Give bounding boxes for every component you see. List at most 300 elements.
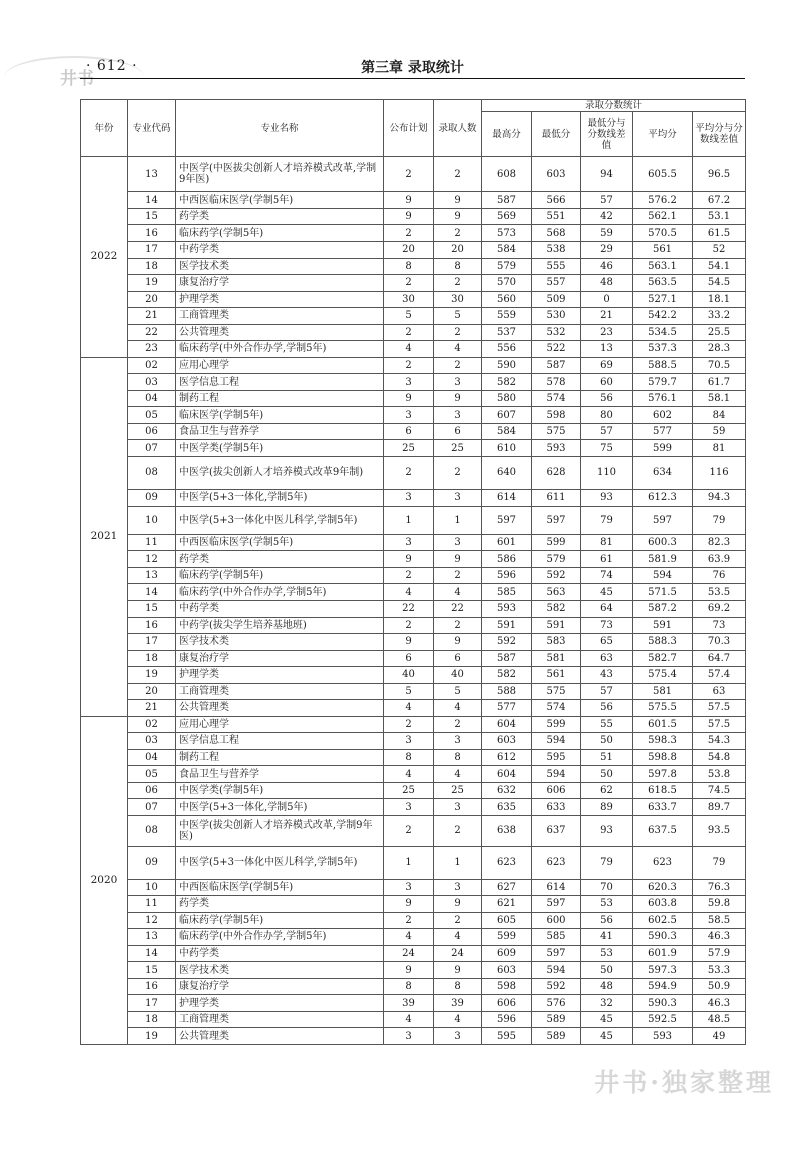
cell-min-diff: 57 [581,683,633,700]
cell-min-diff: 41 [581,929,633,946]
table-row [81,766,746,783]
cell-plan: 2 [384,456,434,489]
cell-code: 06 [128,423,176,440]
cell-plan: 4 [384,1011,434,1028]
cell-name: 工商管理类 [176,1011,384,1028]
cell-max: 606 [482,995,532,1012]
table-row [81,341,746,358]
cell-min: 595 [532,749,581,766]
cell-min: 628 [532,456,581,489]
table-row [81,634,746,651]
cell-min: 581 [532,650,581,667]
cell-min: 530 [532,308,581,325]
cell-code: 06 [128,782,176,799]
cell-admitted: 9 [434,390,482,407]
cell-max: 614 [482,489,532,506]
cell-min: 578 [532,374,581,391]
cell-min: 574 [532,390,581,407]
table-row [81,782,746,799]
cell-admitted: 3 [434,879,482,896]
cell-name: 临床药学(学制5年) [176,225,384,242]
cell-min: 589 [532,1028,581,1045]
cell-plan: 3 [384,374,434,391]
cell-code: 20 [128,683,176,700]
cell-min: 592 [532,978,581,995]
cell-avg: 597.3 [633,962,693,979]
cell-min-diff: 48 [581,978,633,995]
cell-code: 17 [128,242,176,259]
cell-name: 制药工程 [176,749,384,766]
cell-admitted: 22 [434,600,482,617]
cell-name: 中西医临床医学(学制5年) [176,879,384,896]
cell-avg-diff: 79 [693,846,746,879]
cell-min: 606 [532,782,581,799]
cell-plan: 2 [384,157,434,192]
cell-avg-diff: 93.5 [693,815,746,846]
cell-min-diff: 79 [581,506,633,534]
cell-avg-diff: 50.9 [693,978,746,995]
cell-min-diff: 61 [581,551,633,568]
cell-admitted: 6 [434,650,482,667]
cell-min: 522 [532,341,581,358]
cell-plan: 2 [384,275,434,292]
cell-code: 13 [128,157,176,192]
cell-max: 603 [482,962,532,979]
cell-code: 07 [128,799,176,816]
cell-max: 638 [482,815,532,846]
cell-avg-diff: 48.5 [693,1011,746,1028]
cell-plan: 8 [384,978,434,995]
table-row [81,506,746,534]
cell-admitted: 3 [434,534,482,551]
cell-avg-diff: 54.8 [693,749,746,766]
cell-max: 556 [482,341,532,358]
cell-name: 医学技术类 [176,258,384,275]
cell-avg: 594.9 [633,978,693,995]
cell-avg: 590.3 [633,929,693,946]
cell-avg-diff: 53.3 [693,962,746,979]
cell-avg: 581 [633,683,693,700]
cell-min-diff: 53 [581,896,633,913]
cell-avg-diff: 53.8 [693,766,746,783]
cell-code: 14 [128,192,176,209]
cell-avg-diff: 57.9 [693,945,746,962]
cell-plan: 2 [384,815,434,846]
table-row [81,567,746,584]
cell-min: 597 [532,945,581,962]
cell-avg: 605.5 [633,157,693,192]
cell-avg: 561 [633,242,693,259]
cell-min: 576 [532,995,581,1012]
cell-admitted: 39 [434,995,482,1012]
cell-min: 532 [532,324,581,341]
col-max-header: 最高分 [482,112,532,157]
cell-plan: 3 [384,733,434,750]
cell-plan: 6 [384,650,434,667]
cell-code: 15 [128,208,176,225]
cell-avg-diff: 96.5 [693,157,746,192]
cell-name: 中医学类(学制5年) [176,440,384,457]
cell-avg: 579.7 [633,374,693,391]
cell-max: 621 [482,896,532,913]
table-row [81,208,746,225]
cell-min-diff: 59 [581,225,633,242]
cell-max: 570 [482,275,532,292]
cell-min-diff: 73 [581,617,633,634]
cell-avg: 602 [633,407,693,424]
cell-min: 575 [532,683,581,700]
cell-code: 19 [128,667,176,684]
cell-max: 586 [482,551,532,568]
cell-max: 579 [482,258,532,275]
cell-name: 中药学(拔尖学生培养基地班) [176,617,384,634]
cell-min-diff: 45 [581,584,633,601]
col-min-diff-header: 最低分与分数线差值 [581,112,633,157]
cell-avg-diff: 58.1 [693,390,746,407]
table-row [81,600,746,617]
cell-min: 551 [532,208,581,225]
cell-name: 医学信息工程 [176,374,384,391]
cell-admitted: 20 [434,242,482,259]
cell-code: 11 [128,534,176,551]
cell-plan: 20 [384,242,434,259]
cell-min: 563 [532,584,581,601]
cell-code: 15 [128,600,176,617]
table-row [81,667,746,684]
cell-min-diff: 42 [581,208,633,225]
cell-min-diff: 110 [581,456,633,489]
cell-code: 09 [128,846,176,879]
cell-avg-diff: 57.5 [693,716,746,733]
cell-admitted: 8 [434,749,482,766]
cell-min: 594 [532,962,581,979]
cell-max: 627 [482,879,532,896]
table-row [81,291,746,308]
cell-avg: 562.1 [633,208,693,225]
cell-avg-diff: 57.5 [693,700,746,717]
cell-min: 583 [532,634,581,651]
cell-avg-diff: 61.7 [693,374,746,391]
cell-admitted: 8 [434,978,482,995]
cell-admitted: 9 [434,551,482,568]
cell-avg: 591 [633,617,693,634]
cell-plan: 25 [384,440,434,457]
table-row [81,551,746,568]
year-cell: 2020 [81,716,128,1044]
cell-code: 05 [128,407,176,424]
cell-admitted: 3 [434,1028,482,1045]
cell-avg-diff: 73 [693,617,746,634]
cell-name: 药学类 [176,551,384,568]
cell-name: 中医学(5+3一体化,学制5年) [176,799,384,816]
table-row [81,945,746,962]
table-row [81,357,746,374]
cell-avg: 620.3 [633,879,693,896]
cell-max: 597 [482,506,532,534]
cell-avg: 634 [633,456,693,489]
cell-min: 557 [532,275,581,292]
cell-avg: 601.9 [633,945,693,962]
cell-max: 588 [482,683,532,700]
cell-code: 03 [128,374,176,391]
cell-min: 597 [532,506,581,534]
cell-admitted: 9 [434,192,482,209]
cell-code: 05 [128,766,176,783]
cell-admitted: 3 [434,407,482,424]
cell-avg-diff: 76.3 [693,879,746,896]
table-row [81,716,746,733]
cell-admitted: 2 [434,157,482,192]
cell-admitted: 40 [434,667,482,684]
cell-avg: 633.7 [633,799,693,816]
cell-max: 599 [482,929,532,946]
cell-plan: 40 [384,667,434,684]
table-row [81,978,746,995]
cell-avg: 577 [633,423,693,440]
cell-avg: 563.1 [633,258,693,275]
cell-name: 中药学类 [176,242,384,259]
cell-min-diff: 43 [581,667,633,684]
cell-admitted: 2 [434,357,482,374]
table-row [81,912,746,929]
cell-name: 康复治疗学 [176,650,384,667]
cell-name: 公共管理类 [176,700,384,717]
cell-plan: 39 [384,995,434,1012]
cell-max: 596 [482,1011,532,1028]
cell-min: 611 [532,489,581,506]
cell-code: 18 [128,1011,176,1028]
cell-min-diff: 48 [581,275,633,292]
cell-avg: 542.2 [633,308,693,325]
cell-min-diff: 56 [581,390,633,407]
cell-min-diff: 74 [581,567,633,584]
cell-avg: 600.3 [633,534,693,551]
cell-min-diff: 13 [581,341,633,358]
cell-avg-diff: 54.3 [693,733,746,750]
cell-code: 20 [128,291,176,308]
cell-avg: 602.5 [633,912,693,929]
cell-plan: 2 [384,716,434,733]
col-min-header: 最低分 [532,112,581,157]
cell-max: 582 [482,374,532,391]
cell-max: 603 [482,733,532,750]
cell-min: 597 [532,896,581,913]
cell-avg-diff: 58.5 [693,912,746,929]
cell-min: 509 [532,291,581,308]
table-row [81,584,746,601]
cell-avg-diff: 61.5 [693,225,746,242]
cell-min-diff: 79 [581,846,633,879]
col-name-header: 专业名称 [176,100,384,157]
cell-code: 22 [128,324,176,341]
cell-avg-diff: 94.3 [693,489,746,506]
cell-admitted: 24 [434,945,482,962]
cell-min-diff: 50 [581,733,633,750]
cell-admitted: 2 [434,617,482,634]
admission-statistics-table [80,99,746,1045]
cell-name: 临床药学(学制5年) [176,912,384,929]
cell-name: 护理学类 [176,667,384,684]
cell-avg: 576.2 [633,192,693,209]
cell-code: 21 [128,308,176,325]
cell-name: 医学技术类 [176,634,384,651]
cell-max: 598 [482,978,532,995]
cell-code: 08 [128,456,176,489]
table-row [81,749,746,766]
cell-min: 598 [532,407,581,424]
cell-name: 药学类 [176,208,384,225]
cell-code: 08 [128,815,176,846]
cell-avg-diff: 67.2 [693,192,746,209]
cell-admitted: 9 [434,208,482,225]
cell-max: 604 [482,716,532,733]
cell-min: 592 [532,567,581,584]
cell-code: 02 [128,357,176,374]
table-row [81,308,746,325]
cell-min-diff: 64 [581,600,633,617]
cell-max: 604 [482,766,532,783]
cell-avg: 601.5 [633,716,693,733]
cell-admitted: 2 [434,716,482,733]
cell-max: 623 [482,846,532,879]
cell-max: 608 [482,157,532,192]
cell-plan: 2 [384,324,434,341]
table-row [81,683,746,700]
cell-code: 12 [128,912,176,929]
cell-admitted: 6 [434,423,482,440]
cell-admitted: 5 [434,308,482,325]
cell-avg: 576.1 [633,390,693,407]
cell-admitted: 2 [434,225,482,242]
table-row [81,192,746,209]
cell-plan: 3 [384,799,434,816]
cell-code: 09 [128,489,176,506]
table-row [81,423,746,440]
cell-avg-diff: 57.4 [693,667,746,684]
table-row [81,896,746,913]
cell-code: 10 [128,879,176,896]
cell-admitted: 4 [434,929,482,946]
cell-plan: 2 [384,567,434,584]
cell-code: 23 [128,341,176,358]
cell-name: 中西医临床医学(学制5年) [176,534,384,551]
cell-min-diff: 46 [581,258,633,275]
cell-avg-diff: 63 [693,683,746,700]
cell-admitted: 3 [434,489,482,506]
cell-avg-diff: 70.5 [693,357,746,374]
table-row [81,456,746,489]
cell-name: 中医学(拔尖创新人才培养模式改革9年制) [176,456,384,489]
cell-plan: 4 [384,766,434,783]
cell-code: 13 [128,929,176,946]
cell-avg-diff: 79 [693,506,746,534]
table-row [81,225,746,242]
cell-plan: 3 [384,407,434,424]
cell-code: 13 [128,567,176,584]
cell-min-diff: 55 [581,716,633,733]
cell-code: 19 [128,1028,176,1045]
cell-avg-diff: 49 [693,1028,746,1045]
page-number: · 612 · [86,58,138,74]
cell-admitted: 9 [434,896,482,913]
cell-max: 587 [482,650,532,667]
cell-min-diff: 45 [581,1011,633,1028]
cell-plan: 25 [384,782,434,799]
cell-admitted: 30 [434,291,482,308]
cell-avg: 570.5 [633,225,693,242]
table-body [81,157,746,1045]
cell-plan: 9 [384,962,434,979]
cell-avg: 598.8 [633,749,693,766]
cell-avg-diff: 53.1 [693,208,746,225]
cell-plan: 5 [384,308,434,325]
cell-avg: 594 [633,567,693,584]
cell-max: 596 [482,567,532,584]
watermark-top: 井书 [60,69,94,89]
cell-min-diff: 57 [581,192,633,209]
cell-admitted: 9 [434,962,482,979]
cell-admitted: 25 [434,440,482,457]
cell-code: 04 [128,749,176,766]
cell-name: 中医学(拔尖创新人才培养模式改革,学制9年医) [176,815,384,846]
cell-max: 612 [482,749,532,766]
table-row [81,407,746,424]
cell-min: 594 [532,733,581,750]
cell-plan: 9 [384,390,434,407]
cell-avg-diff: 53.5 [693,584,746,601]
cell-max: 585 [482,584,532,601]
cell-max: 591 [482,617,532,634]
cell-admitted: 25 [434,782,482,799]
cell-code: 11 [128,896,176,913]
cell-min: 574 [532,700,581,717]
watermark-bottom: 井书·独家整理 [594,1068,774,1097]
cell-plan: 9 [384,551,434,568]
cell-min-diff: 57 [581,423,633,440]
cell-min: 603 [532,157,581,192]
cell-code: 21 [128,700,176,717]
cell-avg-diff: 63.9 [693,551,746,568]
table-row [81,258,746,275]
cell-avg: 593 [633,1028,693,1045]
cell-name: 医学技术类 [176,962,384,979]
cell-max: 593 [482,600,532,617]
cell-max: 610 [482,440,532,457]
cell-name: 应用心理学 [176,716,384,733]
cell-name: 应用心理学 [176,357,384,374]
cell-name: 中医学(中医拔尖创新人才培养模式改革,学制9年医) [176,157,384,192]
cell-name: 中医学(5+3一体化中医儿科学,学制5年) [176,846,384,879]
cell-admitted: 4 [434,766,482,783]
cell-max: 590 [482,357,532,374]
cell-admitted: 1 [434,506,482,534]
table-row [81,374,746,391]
table-row [81,157,746,192]
cell-min-diff: 23 [581,324,633,341]
cell-code: 18 [128,258,176,275]
table-row [81,1011,746,1028]
cell-plan: 3 [384,1028,434,1045]
cell-plan: 3 [384,534,434,551]
cell-min: 593 [532,440,581,457]
cell-min: 587 [532,357,581,374]
cell-plan: 3 [384,489,434,506]
table-row [81,324,746,341]
cell-avg-diff: 33.2 [693,308,746,325]
table-row [81,650,746,667]
cell-code: 19 [128,275,176,292]
table-row [81,440,746,457]
